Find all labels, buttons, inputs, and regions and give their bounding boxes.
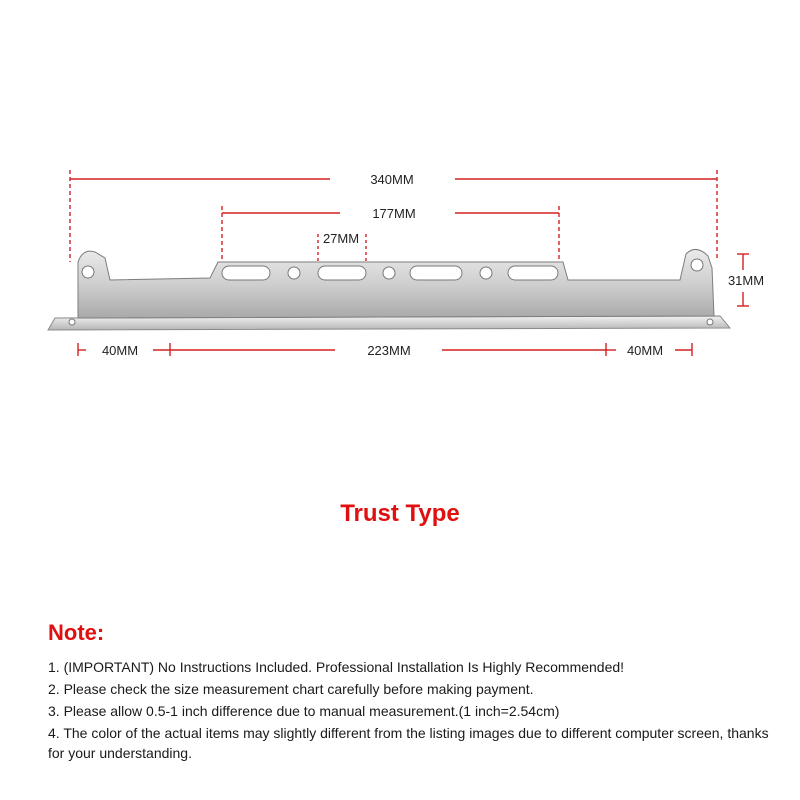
note-item: 2. Please check the size measurement chart carefully before making payment. bbox=[48, 681, 534, 697]
note-item: 1. (IMPORTANT) No Instructions Included. Professional Installation Is Highly Recommended! bbox=[48, 659, 625, 675]
left-mount-hole bbox=[82, 266, 94, 278]
note-item: 3. Please allow 0.5-1 inch difference due to manual measurement.(1 inch=2.54cm) bbox=[48, 703, 560, 719]
slot-1 bbox=[222, 266, 270, 280]
slot-2 bbox=[318, 266, 366, 280]
round-hole-2 bbox=[383, 267, 395, 279]
slot-4 bbox=[508, 266, 558, 280]
flange-hole-left bbox=[69, 319, 75, 325]
dim-slot-width: 27MM bbox=[322, 231, 360, 246]
note-item: 4. The color of the actual items may slightly different from the listing images due to different computer screen, thanks for your understanding. bbox=[48, 725, 769, 761]
bracket-plate bbox=[78, 249, 714, 318]
dim-center: 223MM bbox=[367, 343, 411, 358]
round-hole-1 bbox=[288, 267, 300, 279]
radiator-bracket bbox=[48, 249, 730, 330]
product-type-title: Trust Type bbox=[340, 500, 460, 527]
round-hole-3 bbox=[480, 267, 492, 279]
dim-end-right: 40MM bbox=[626, 343, 664, 358]
slot-3 bbox=[410, 266, 462, 280]
right-mount-hole bbox=[691, 259, 703, 271]
dim-slot-span: 177MM bbox=[372, 206, 416, 221]
dim-end-left: 40MM bbox=[101, 343, 139, 358]
flange-hole-right bbox=[707, 319, 713, 325]
note-list bbox=[48, 656, 778, 763]
note-heading: Note: bbox=[48, 620, 105, 645]
dim-height: 31MM bbox=[727, 273, 765, 288]
dim-overall-length: 340MM bbox=[370, 172, 414, 187]
